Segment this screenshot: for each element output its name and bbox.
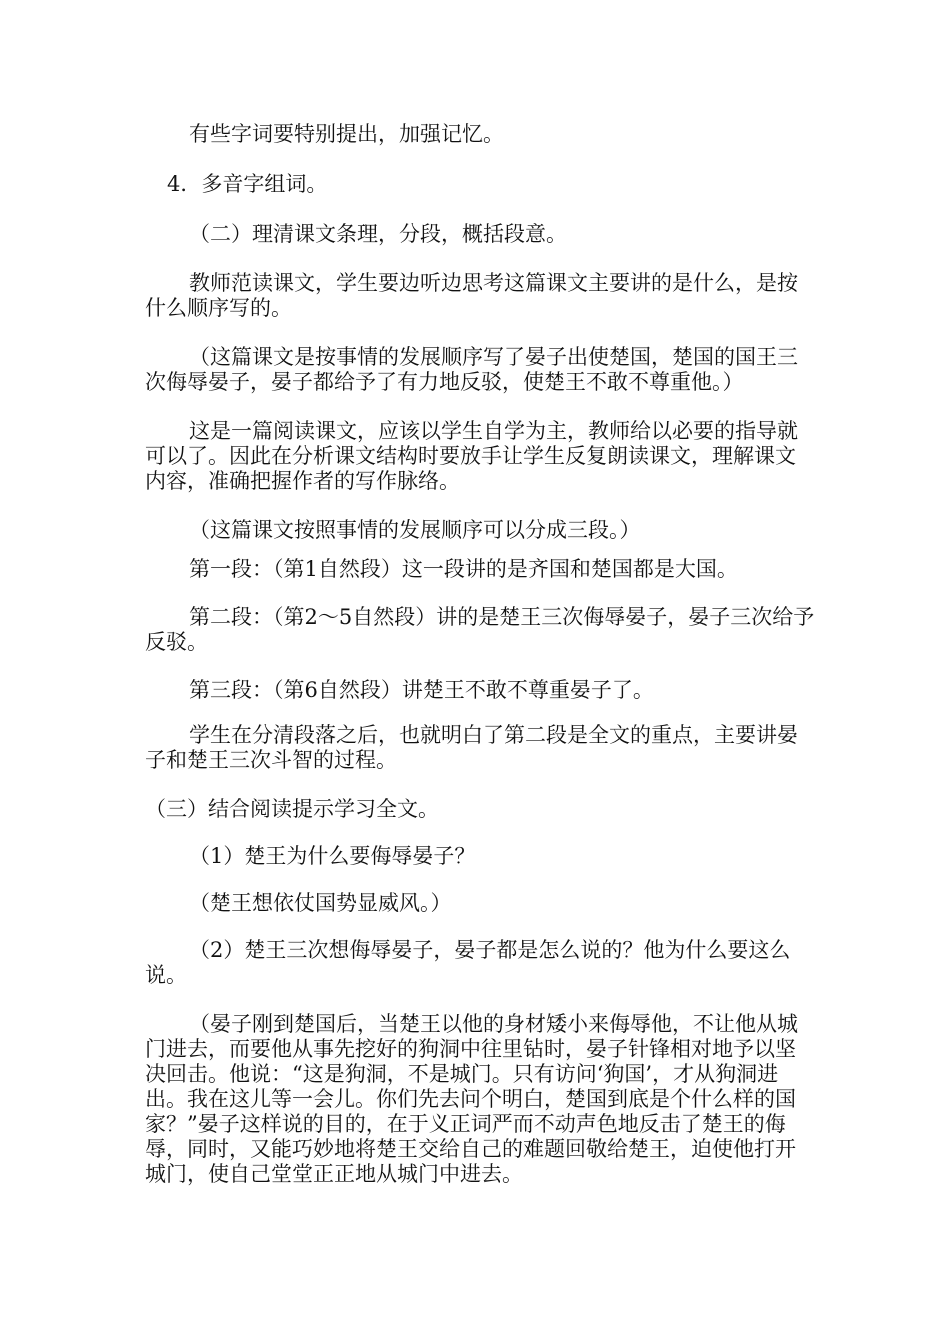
- paragraph-polyphonic-words: 4．多音字组词。: [167, 172, 328, 196]
- section-heading-3: （三）结合阅读提示学习全文。: [145, 797, 439, 821]
- paragraph-self-study: 这是一篇阅读课文，应该以学生自学为主，教师给以必要的指导就可以了。因此在分析课文结构时要放手让学生反复朗读课文，理解课文内容，准确把握作者的写作脉络。: [145, 419, 798, 493]
- question-2: （2）楚王三次想侮辱晏子，晏子都是怎么说的？他为什么要这么说。: [145, 938, 791, 987]
- paragraph-section-three: 第三段：（第6自然段）讲楚王不敢不尊重晏子了。: [189, 678, 654, 702]
- paragraph-order-answer: （这篇课文是按事情的发展顺序写了晏子出使楚国，楚国的国王三次侮辱晏子，晏子都给予了有力地反驳，使楚王不敢不尊重他。）: [145, 345, 798, 394]
- paragraph-three-sections: （这篇课文按照事情的发展顺序可以分成三段。）: [189, 518, 641, 542]
- paragraph-section-one: 第一段：（第1自然段）这一段讲的是齐国和楚国都是大国。: [189, 557, 738, 581]
- paragraph-section-two: 第二段：（第2～5自然段）讲的是楚王三次侮辱晏子，晏子三次给予反驳。: [145, 605, 815, 654]
- answer-1: （楚王想依仗国势显威风。）: [189, 891, 452, 915]
- paragraph-teacher-reading: 教师范读课文，学生要边听边思考这篇课文主要讲的是什么，是按什么顺序写的。: [145, 271, 798, 320]
- section-heading-2: （二）理清课文条理，分段，概括段意。: [189, 222, 567, 246]
- paragraph-key-section: 学生在分清段落之后，也就明白了第二段是全文的重点，主要讲晏子和楚王三次斗智的过程。: [145, 723, 798, 772]
- question-1: （1）楚王为什么要侮辱晏子？: [189, 844, 476, 868]
- answer-2: （晏子刚到楚国后，当楚王以他的身材矮小来侮辱他，不让他从城门进去，而要他从事先挖好的狗洞中往里钻时，晏子针锋相对地予以坚决回击。他说：“这是狗洞，不是城门。只有访问‘狗国’，才从狗洞进出。我在这儿等一会儿。你们先去问个明白，楚国到底是个什么样的国家？”晏子这样说的目的，在于义正词严而不动声色地反击了楚王的侮辱，同时，又能巧妙地将楚王交给自己的难题回敬给楚王，迫使他打开城门，使自己堂堂正正地从城门中进去。: [145, 1012, 798, 1186]
- paragraph-memory-note: 有些字词要特别提出，加强记忆。: [189, 122, 504, 146]
